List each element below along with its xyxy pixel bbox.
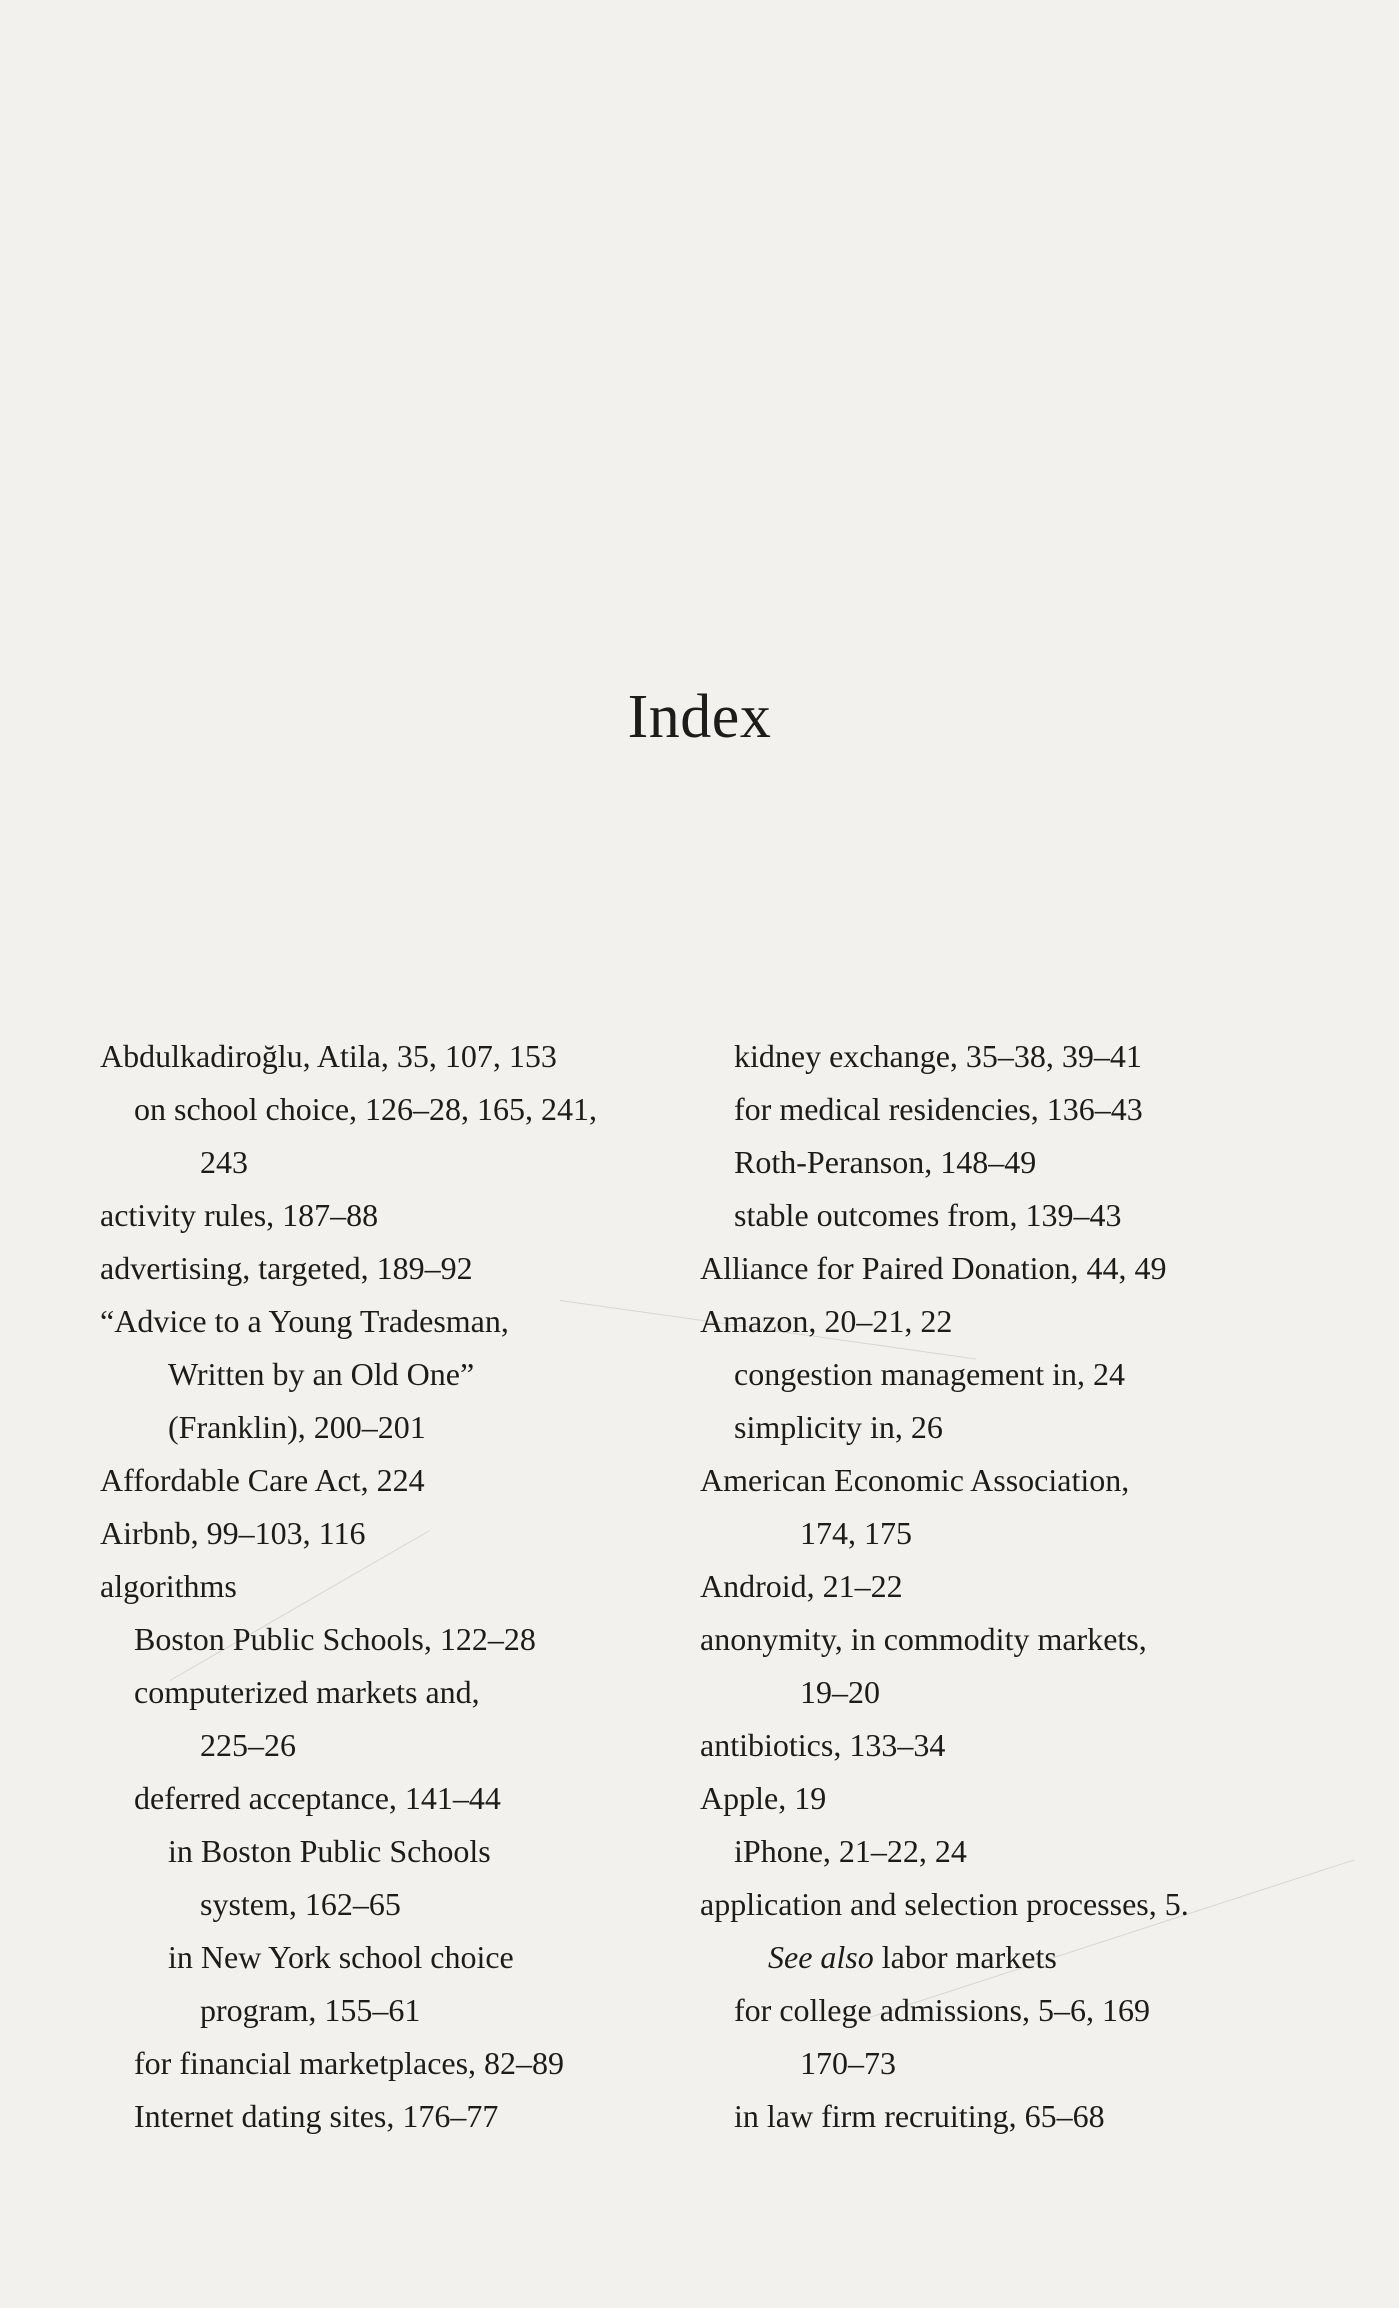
index-entry-text: Alliance for Paired Donation, 44, 49 [700,1250,1167,1286]
index-entry [100,1295,700,1348]
index-entry [100,1931,700,1984]
index-entry [100,1560,700,1613]
index-entry-text: 170–73 [800,2045,896,2081]
index-entry-text: American Economic Association, [700,1462,1130,1498]
index-entry-text: 19–20 [800,1674,880,1710]
index-entry [100,1189,700,1242]
index-entry-text: in New York school choice [168,1939,514,1975]
index-entry [700,1878,1300,1931]
index-entry [700,1454,1300,1507]
index-entry-text: computerized markets and, [134,1674,480,1710]
index-entry [100,1878,700,1931]
index-entry-text: Affordable Care Act, 224 [100,1462,425,1498]
index-entry [100,1825,700,1878]
index-entry-text: congestion management in, 24 [734,1356,1126,1392]
index-entry [700,1613,1300,1666]
index-entry [100,2037,700,2090]
index-entry-text: on school choice, 126–28, 165, 241, [134,1091,598,1127]
index-entry [100,1030,700,1083]
index-entry-text: for financial marketplaces, 82–89 [134,2045,565,2081]
index-entry-text: simplicity in, 26 [734,1409,943,1445]
index-entry [100,1666,700,1719]
index-entry-text: algorithms [100,1568,237,1604]
index-entry [100,1719,700,1772]
index-column-left [100,1030,700,2143]
index-entry [100,1772,700,1825]
index-entry-text: activity rules, 187–88 [100,1197,379,1233]
index-entry [700,1666,1300,1719]
index-entry [100,1984,700,2037]
index-entry-text: “Advice to a Young Tradesman, [100,1303,509,1339]
index-entry [700,2037,1300,2090]
page-title: Index [627,683,772,751]
index-entry [700,1401,1300,1454]
index-entry [100,1083,700,1136]
index-entry [100,1136,700,1189]
index-entry-text: 243 [200,1144,248,1180]
index-entry-text: program, 155–61 [200,1992,421,2028]
index-entry-text: Android, 21–22 [700,1568,903,1604]
index-entry-text: for medical residencies, 136–43 [734,1091,1143,1127]
index-entry-text: in Boston Public Schools [168,1833,491,1869]
index-entry-see-also: See also [768,1939,874,1975]
index-entry [100,1348,700,1401]
index-entry [700,1719,1300,1772]
index-entry [700,1083,1300,1136]
index-entry-text: Roth-Peranson, 148–49 [734,1144,1037,1180]
index-entry [100,1613,700,1666]
index-column-right [700,1030,1300,2143]
index-entry [100,2090,700,2143]
index-entry [700,2090,1300,2143]
index-entry-text: (Franklin), 200–201 [168,1409,426,1445]
index-entry-text: Apple, 19 [700,1780,827,1816]
index-entry [100,1401,700,1454]
index-entry-text: application and selection processes, 5. [700,1886,1189,1922]
index-entry-text: kidney exchange, 35–38, 39–41 [734,1038,1142,1074]
index-entry-text: Internet dating sites, 176–77 [134,2098,499,2134]
index-entry [700,1772,1300,1825]
index-entry [700,1030,1300,1083]
index-entry-text: stable outcomes from, 139–43 [734,1197,1122,1233]
index-entry-text: Amazon, 20–21, 22 [700,1303,953,1339]
index-entry [700,1242,1300,1295]
index-entry-text: Abdulkadiroğlu, Atila, 35, 107, 153 [100,1038,557,1074]
index-entry [100,1242,700,1295]
index-entry-text: anonymity, in commodity markets, [700,1621,1147,1657]
index-entry-text: iPhone, 21–22, 24 [734,1833,967,1869]
index-entry-text: deferred acceptance, 141–44 [134,1780,501,1816]
index-entry-text: 174, 175 [800,1515,912,1551]
index-entry-text: system, 162–65 [200,1886,401,1922]
index-entry-text: antibiotics, 133–34 [700,1727,946,1763]
index-entry [700,1560,1300,1613]
index-entry [700,1825,1300,1878]
index-entry-text: in law firm recruiting, 65–68 [734,2098,1105,2134]
index-entry [100,1454,700,1507]
index-entry-text: 225–26 [200,1727,296,1763]
index-entry [700,1507,1300,1560]
index-entry-text: Boston Public Schools, 122–28 [134,1621,536,1657]
index-entry-text: for college admissions, 5–6, 169 [734,1992,1150,2028]
index-entry-text: Airbnb, 99–103, 116 [100,1515,366,1551]
index-entry [700,1295,1300,1348]
index-entry-text: Written by an Old One” [168,1356,475,1392]
index-entry [700,1931,1300,1984]
index-entry-text: advertising, targeted, 189–92 [100,1250,473,1286]
index-entry [700,1136,1300,1189]
index-entry [100,1507,700,1560]
index-entry [700,1348,1300,1401]
index-entry [700,1984,1300,2037]
index-entry [700,1189,1300,1242]
index-entry-text: labor markets [873,1939,1057,1975]
